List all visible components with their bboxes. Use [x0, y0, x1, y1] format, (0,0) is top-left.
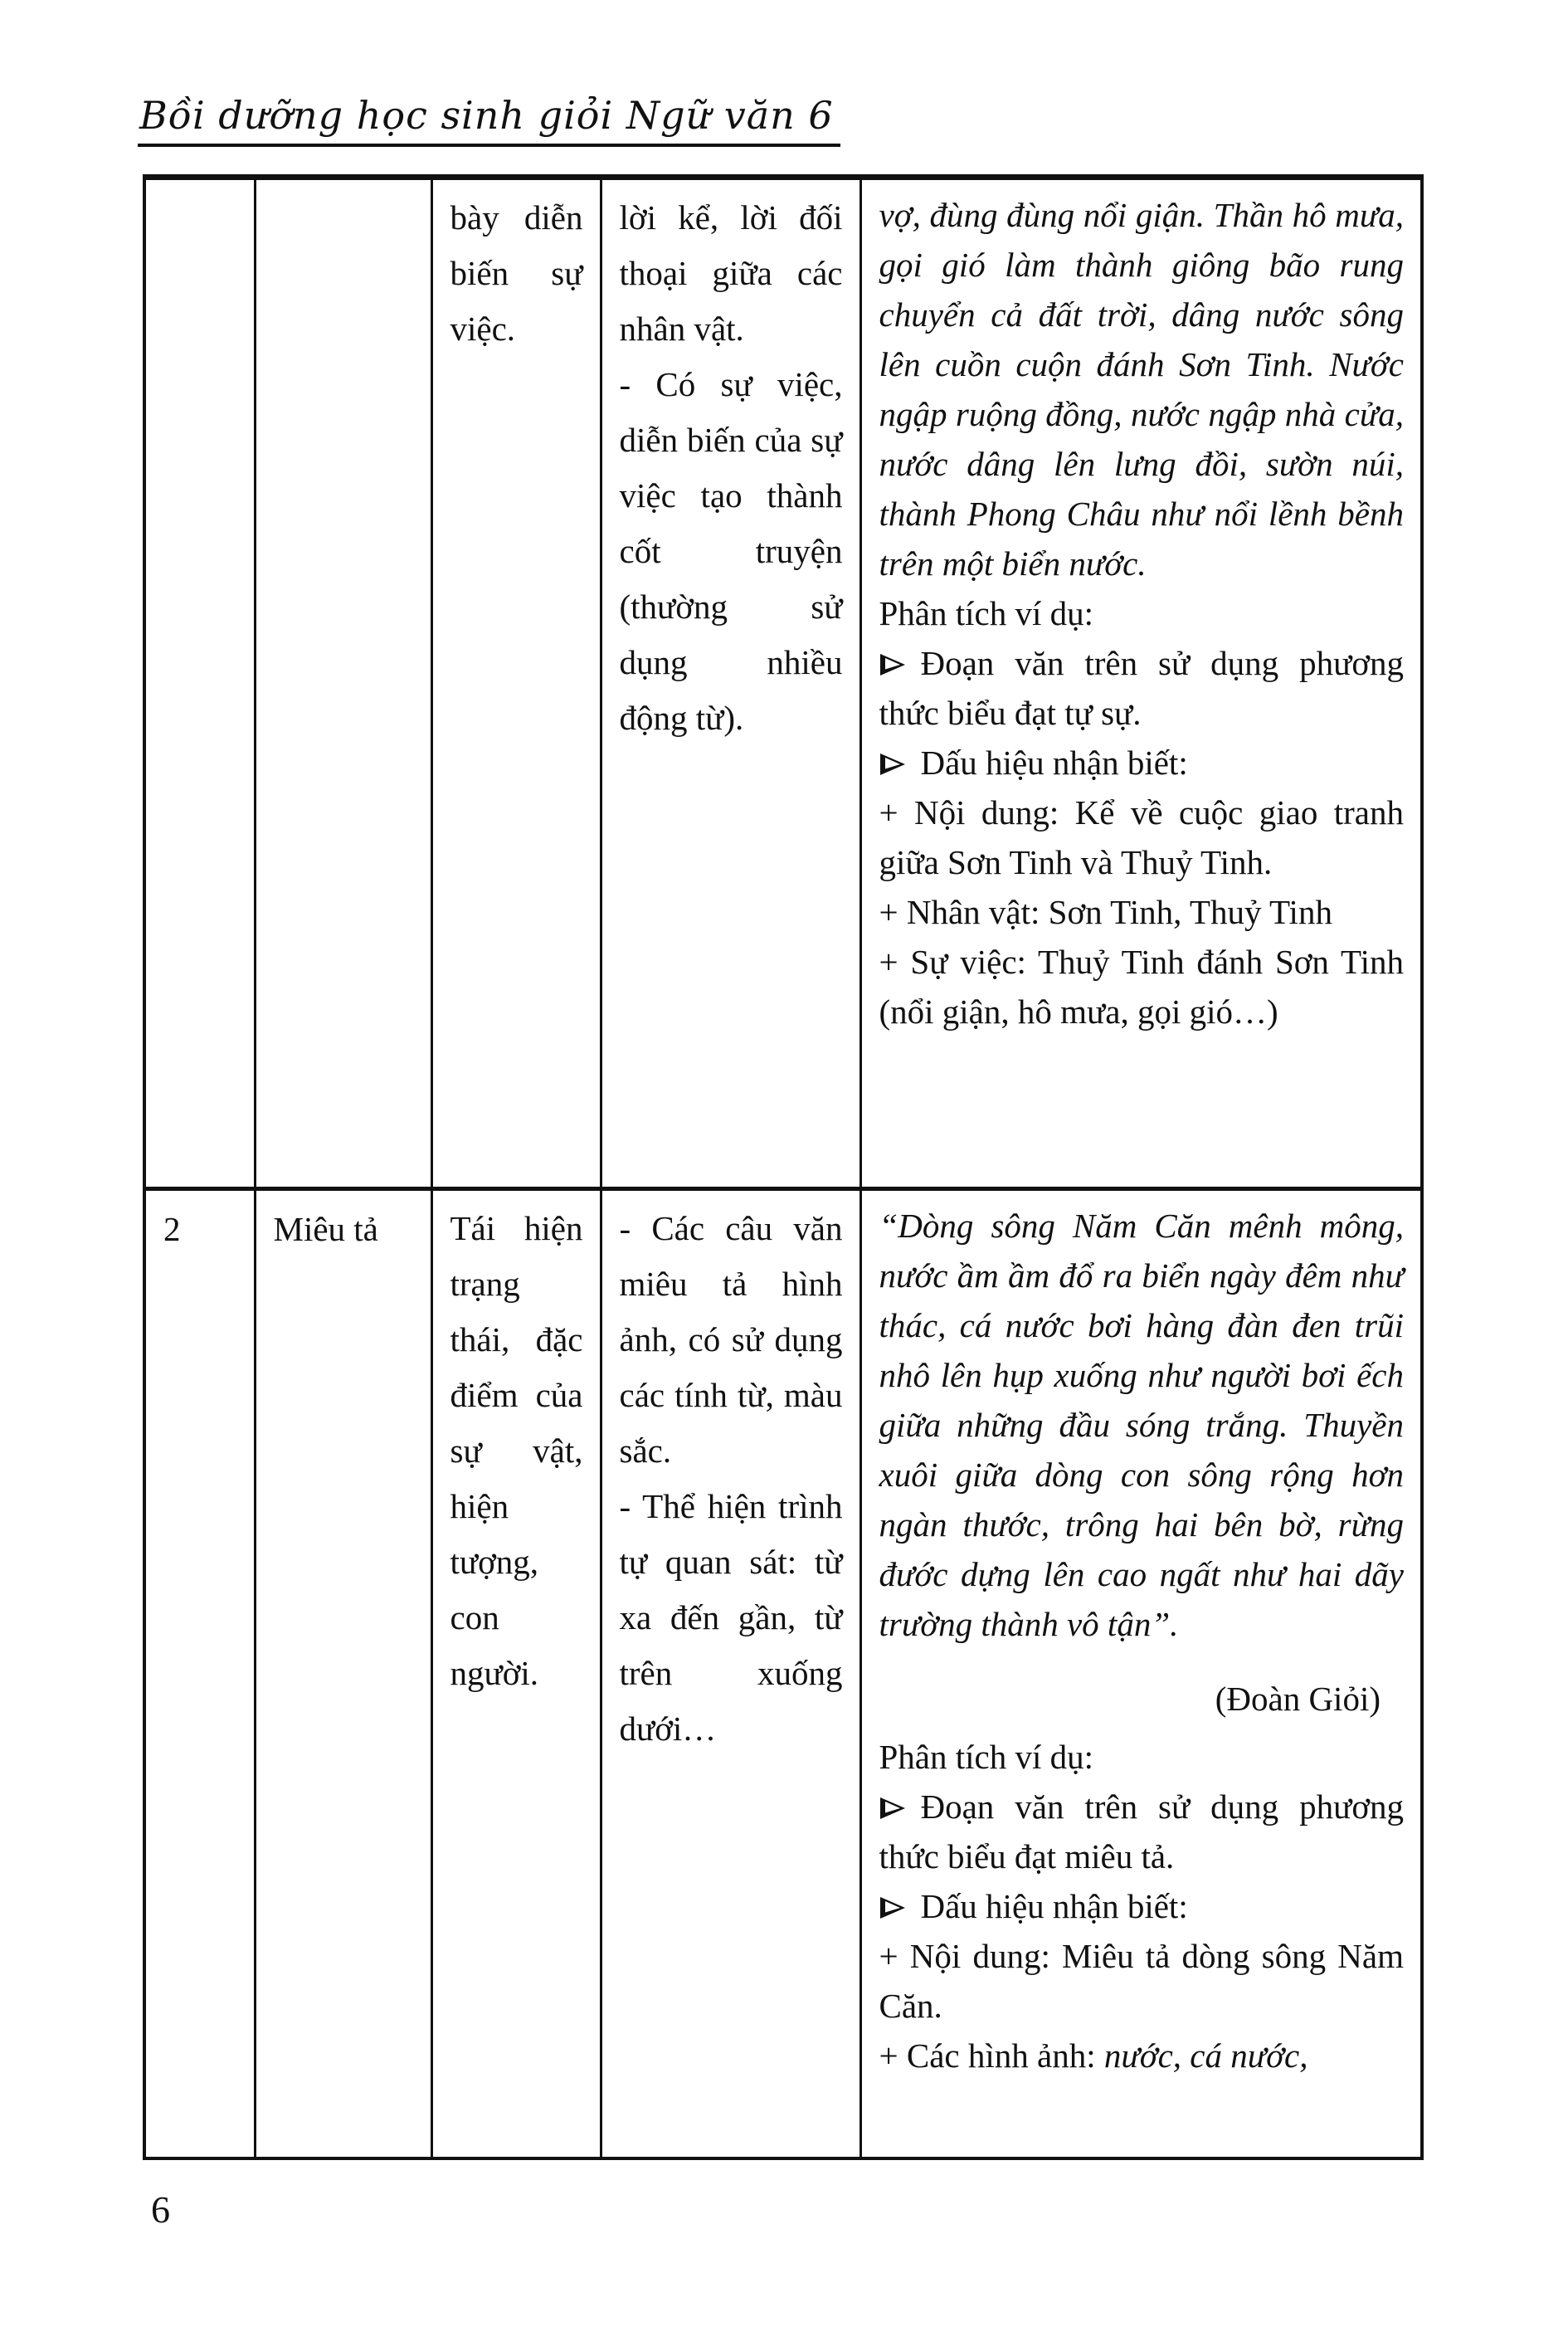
bullet-text: Đoạn văn trên sử dụng phương thức biểu đạt tự sự.: [879, 644, 1404, 732]
signs-paragraph: - Có sự việc, diễn biến của sự việc tạo thành cốt truyện (thường sử dụng nhiều động từ).: [619, 365, 843, 737]
running-title: Bồi dưỡng học sinh giỏi Ngữ văn 6: [138, 93, 840, 147]
cell-r2-method: Miêu tả: [255, 1189, 431, 2158]
signs-paragraph: lời kể, lời đối thoại giữa các nhân vật.: [619, 198, 843, 348]
author-credit: (Đoàn Giỏi): [1215, 1680, 1381, 1718]
bullet-item: [879, 638, 1405, 738]
page-header: [138, 93, 840, 147]
concept-text: bày diễn biến sự việc.: [450, 198, 583, 348]
plus-item: + Sự việc: Thuỷ Tinh đánh Sơn Tinh (nổi giận, hô mưa, gọi gió…): [879, 943, 1404, 1031]
plus-item: + Nội dung: Miêu tả dòng sông Năm Căn.: [879, 1937, 1404, 2025]
cell-r1-method: [255, 178, 431, 1189]
table-row-2: [144, 1189, 1422, 2158]
signs-paragraph: - Thể hiện trình tự quan sát: từ xa đến gần, từ trên xuống dưới…: [619, 1487, 843, 1748]
plus-item: [879, 2031, 1405, 2080]
cell-r2-signs: [601, 1189, 860, 2158]
arrow-bullet-icon: [879, 738, 908, 788]
cell-r2-number: 2: [144, 1189, 255, 2158]
example-quote: vợ, đùng đùng nổi giận. Thần hô mưa, gọi gió làm thành giông bão rung chuyển cả đất trời, dâng nước sông lên cuồn cuộn đánh Sơn Tinh. Nước ngập ruộng đồng, nước ngập nhà cửa, nước dâng lên lưng đồi, sườn núi, thành Phong Châu như nổi lềnh bềnh trên một biển nước.: [879, 196, 1404, 583]
analysis-label: Phân tích ví dụ:: [879, 1738, 1094, 1776]
cell-r1-example: [860, 178, 1422, 1189]
bullet-item: [879, 1881, 1405, 1931]
plus-item: + Nhân vật: Sơn Tinh, Thuỷ Tinh: [879, 893, 1332, 931]
cell-r2-example: [860, 1189, 1422, 2158]
signs-paragraph: - Các câu văn miêu tả hình ảnh, có sử dụng các tính từ, màu sắc.: [619, 1209, 843, 1470]
plus-item: + Nội dung: Kể về cuộc giao tranh giữa Sơn Tinh và Thuỷ Tinh.: [879, 793, 1404, 881]
bullet-text: Dấu hiệu nhận biết:: [920, 1887, 1188, 1925]
bullet-text: Đoạn văn trên sử dụng phương thức biểu đạt miêu tả.: [879, 1787, 1404, 1875]
page-number: 6: [151, 2188, 170, 2231]
plus-item-prefix: + Các hình ảnh:: [879, 2036, 1104, 2075]
cell-r2-concept: [431, 1189, 601, 2158]
arrow-bullet-icon: [879, 1782, 908, 1831]
concept-text: Tái hiện trạng thái, đặc điểm của sự vật, hiện tượng, con người.: [450, 1209, 583, 1692]
cell-r1-concept: [431, 178, 601, 1189]
analysis-label: Phân tích ví dụ:: [879, 594, 1094, 632]
example-quote: “Dòng sông Năm Căn mênh mông, nước ầm ầm đổ ra biển ngày đêm như thác, cá nước bơi hàng đàn đen trũi nhô lên hụp xuống như người bơi ếch giữa những đầu sóng trắng. Thuyền xuôi giữa dòng con sông rộng hơn ngàn thước, trông hai bên bờ, rừng đước dựng lên cao ngất như hai dãy trường thành vô tận”.: [879, 1207, 1404, 1643]
arrow-bullet-icon: [879, 638, 908, 688]
bullet-text: Dấu hiệu nhận biết:: [920, 744, 1188, 782]
cell-r1-signs: [601, 178, 860, 1189]
plus-item-examples: nước, cá nước,: [1103, 2036, 1308, 2075]
bullet-item: [879, 1782, 1405, 1881]
arrow-bullet-icon: [879, 1881, 908, 1931]
table-row-1: [144, 178, 1422, 1189]
expression-methods-table: [143, 174, 1424, 2160]
cell-r1-number: [144, 178, 255, 1189]
bullet-item: [879, 738, 1405, 788]
